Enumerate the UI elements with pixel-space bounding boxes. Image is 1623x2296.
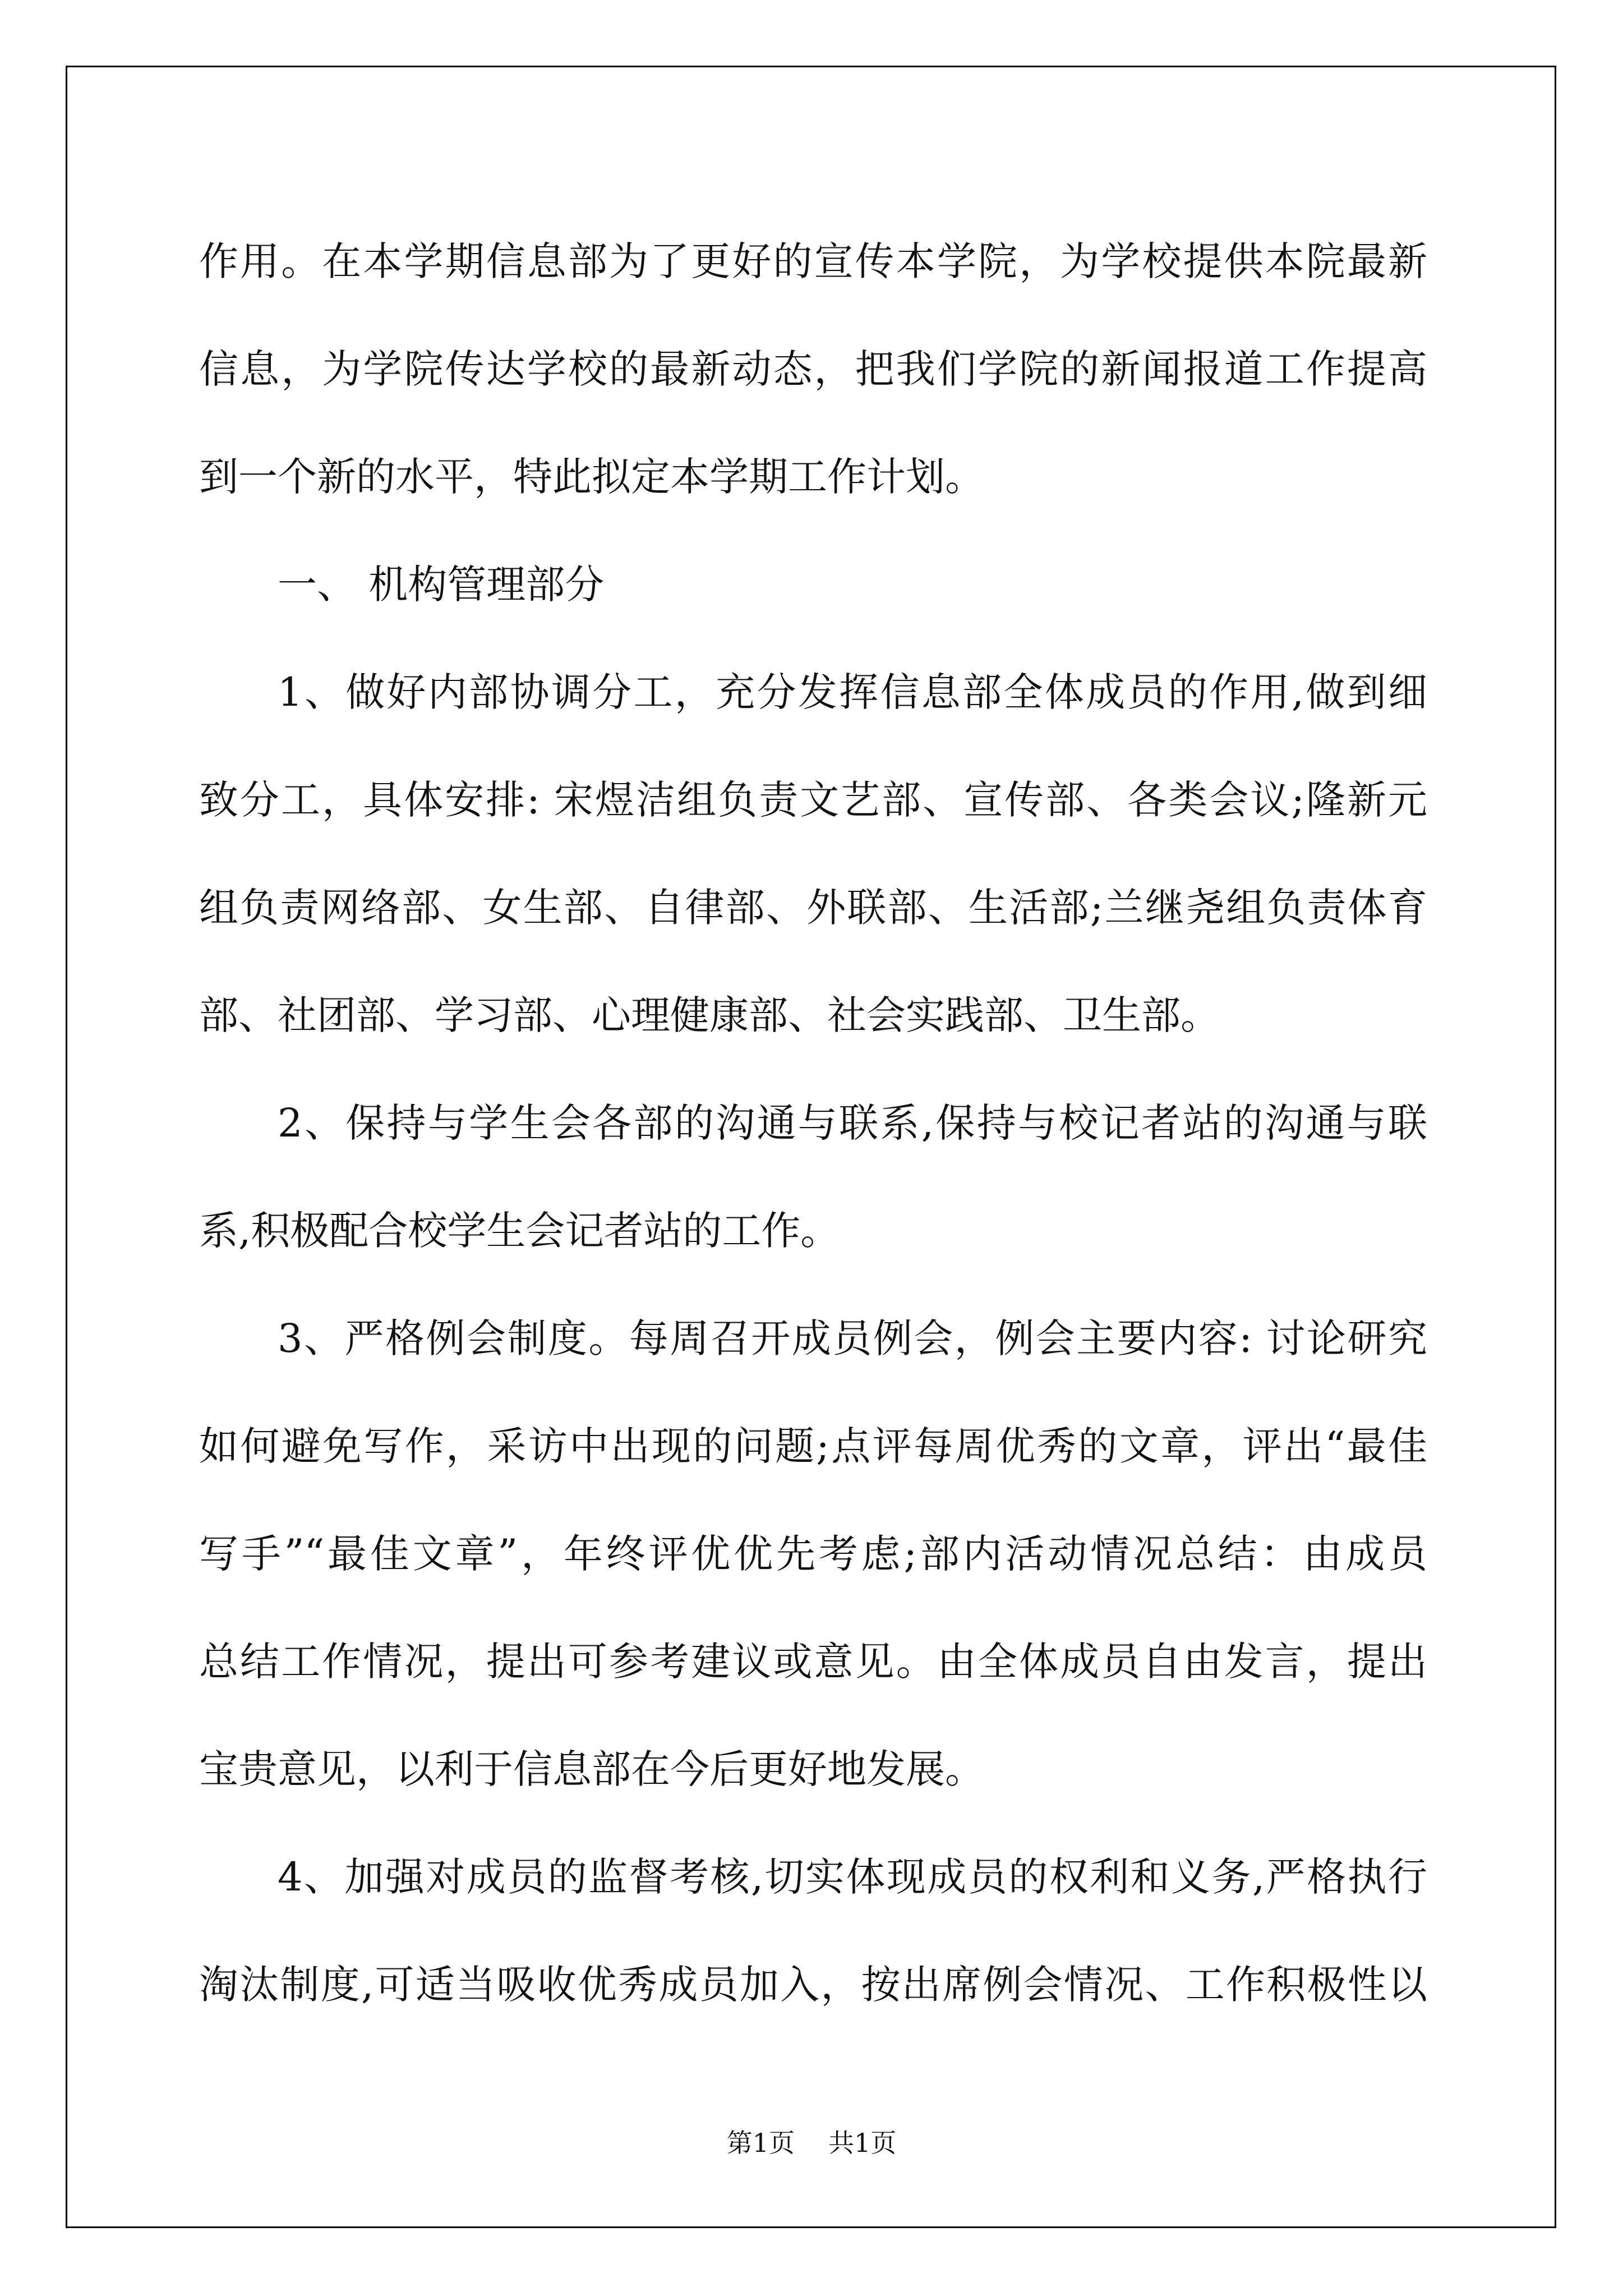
paragraph-line: 3、严格例会制度。每周召开成员例会，例会主要内容: 讨论研究 (278, 1315, 1427, 1361)
paragraph-line: 信息，为学院传达学校的最新动态，把我们学院的新闻报道工作提高 (199, 346, 1427, 392)
paragraph-line: 宝贵意见，以利于信息部在今后更好地发展。 (199, 1746, 984, 1792)
paragraph-line: 组负责网络部、女生部、自律部、外联部、生活部;兰继尧组负责体育 (199, 885, 1427, 931)
section-heading: 一、 机构管理部分 (278, 562, 605, 608)
paragraph-line: 如何避免写作，采访中出现的问题;点评每周优秀的文章，评出“最佳 (199, 1423, 1427, 1469)
paragraph-line: 致分工，具体安排: 宋煜洁组负责文艺部、宣传部、各类会议;隆新元 (199, 777, 1427, 823)
paragraph-line: 1、做好内部协调分工，充分发挥信息部全体成员的作用,做到细 (278, 669, 1427, 715)
paragraph-line: 2、保持与学生会各部的沟通与联系,保持与校记者站的沟通与联 (278, 1100, 1427, 1146)
paragraph-line: 总结工作情况，提出可参考建议或意见。由全体成员自由发言，提出 (199, 1639, 1427, 1685)
paragraph-line: 系,积极配合校学生会记者站的工作。 (199, 1208, 840, 1254)
page-count: 共1页 (828, 2128, 897, 2158)
paragraph-line: 到一个新的水平，特此拟定本学期工作计划。 (199, 454, 984, 500)
page-number: 第1页 (726, 2128, 795, 2158)
paragraph-line: 淘汰制度,可适当吸收优秀成员加入，按出席例会情况、工作积极性以 (199, 1962, 1427, 2008)
paragraph-line: 4、加强对成员的监督考核,切实体现成员的权利和义务,严格执行 (278, 1854, 1427, 1900)
paragraph-line: 部、社团部、学习部、心理健康部、社会实践部、卫生部。 (199, 992, 1220, 1038)
page-footer (0, 2126, 1623, 2160)
document-body (199, 208, 1427, 2039)
paragraph-line: 写手”“最佳文章”，年终评优优先考虑;部内活动情况总结：由成员 (199, 1531, 1427, 1577)
paragraph-line: 作用。在本学期信息部为了更好的宣传本学院，为学校提供本院最新 (199, 238, 1427, 284)
